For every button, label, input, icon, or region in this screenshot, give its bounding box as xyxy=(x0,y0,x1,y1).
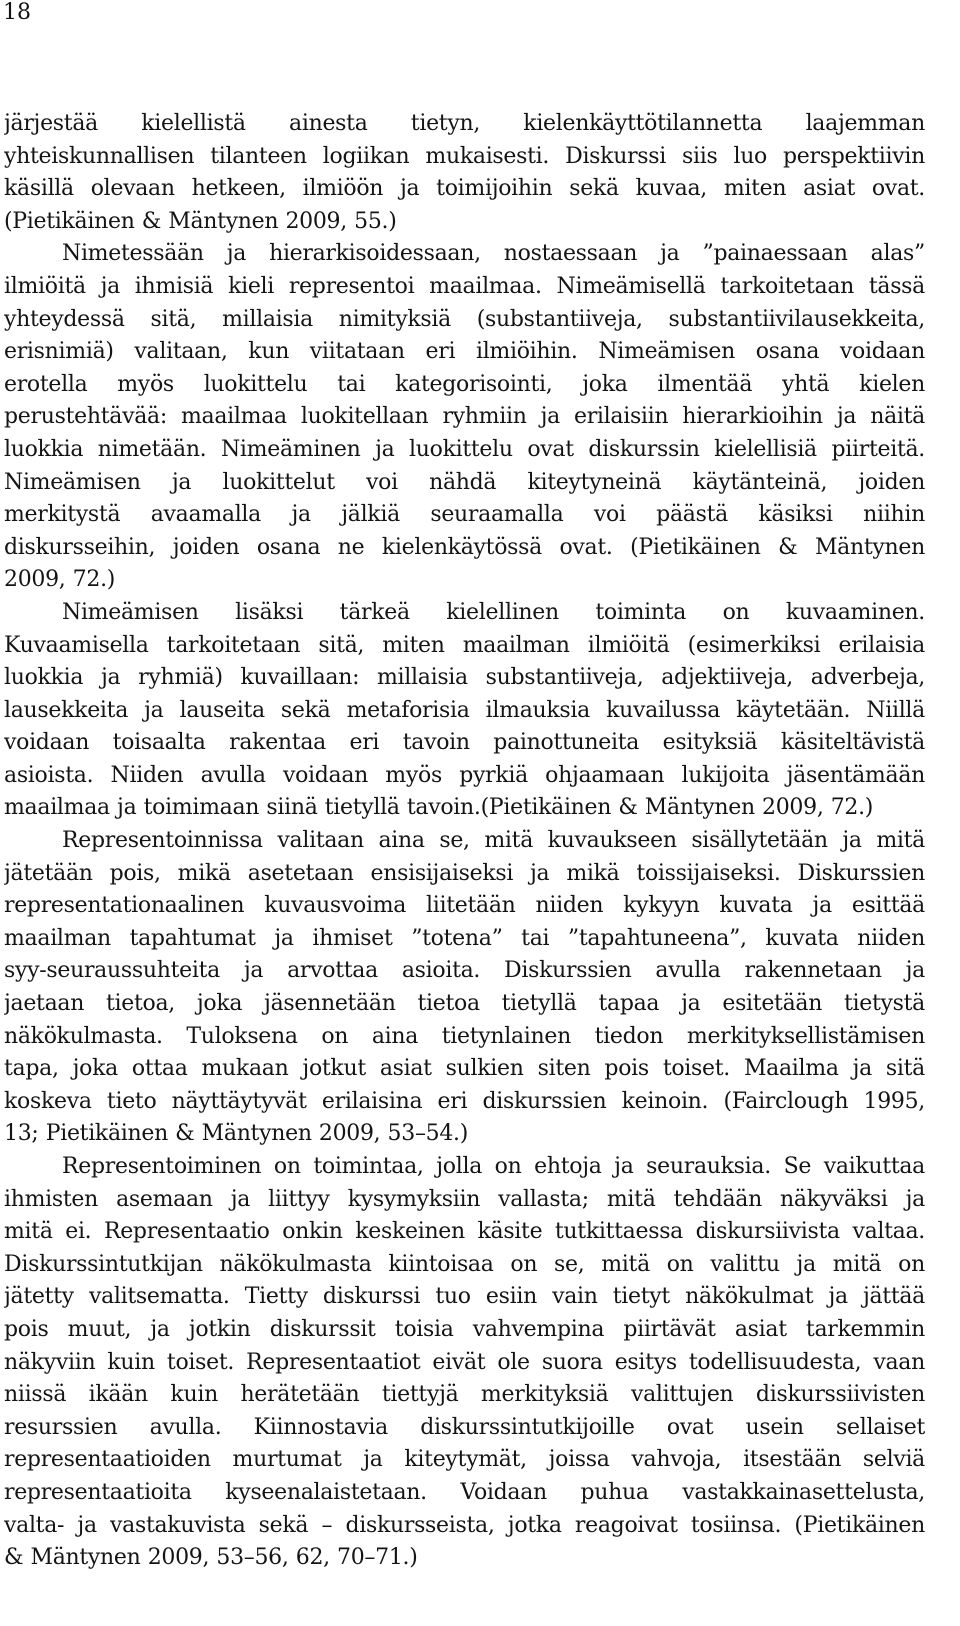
text-line: yhteydessä sitä, millaisia nimityksiä (substantiiveja, substantiivilausekkeita, xyxy=(4,306,925,332)
text-line: valta- ja vastakuvista sekä – diskursseista, jotka reagoivat tosiinsa. (Pietikäinen xyxy=(4,1512,925,1538)
text-line: näkökulmasta. Tuloksena on aina tietynlainen tiedon merkityksellistämisen xyxy=(4,1023,925,1049)
paragraph xyxy=(4,1151,925,1575)
body-text xyxy=(4,108,925,1575)
text-line: niissä ikään kuin herätetään tiettyjä merkityksiä valittujen diskurssiivisten xyxy=(4,1382,925,1408)
text-line: erisnimiä) valitaan, kun viitataan eri ilmiöihin. Nimeämisen osana voidaan xyxy=(4,339,925,365)
text-line: mitä ei. Representaatio onkin keskeinen käsite tutkittaessa diskursiivista valtaa. xyxy=(4,1219,925,1245)
text-line: näkyviin kuin toiset. Representaatiot eivät ole suora esitys todellisuudesta, vaan xyxy=(4,1349,925,1375)
paragraph xyxy=(4,238,925,597)
text-line: pois muut, ja jotkin diskurssit toisia vahvempina piirtävät asiat tarkemmin xyxy=(4,1316,925,1342)
text-line: representationaalinen kuvausvoima liitetään niiden kykyyn kuvata ja esittää xyxy=(4,893,925,919)
text-line: 2009, 72.) xyxy=(4,567,116,593)
text-line: syy-seuraussuhteita ja arvottaa asioita. Diskurssien avulla rakennetaan ja xyxy=(4,958,925,984)
text-line: Kuvaamisella tarkoitetaan sitä, miten maailman ilmiöitä (esimerkiksi erilaisia xyxy=(4,632,925,658)
text-line: jaetaan tietoa, joka jäsennetään tietoa tietyllä tapaa ja esitetään tietystä xyxy=(4,991,925,1017)
text-line: diskursseihin, joiden osana ne kielenkäytössä ovat. (Pietikäinen & Mäntynen xyxy=(4,534,925,560)
text-line: resurssien avulla. Kiinnostavia diskurssintutkijoille ovat usein sellaiset xyxy=(4,1414,925,1440)
text-line: asioista. Niiden avulla voidaan myös pyrkiä ohjaamaan lukijoita jäsentämään xyxy=(4,762,925,788)
text-line: luokkia nimetään. Nimeäminen ja luokittelu ovat diskurssin kielellisiä piirteitä. xyxy=(4,436,925,462)
text-line: yhteiskunnallisen tilanteen logiikan mukaisesti. Diskurssi siis luo perspektiivin xyxy=(4,143,925,169)
text-line: Nimeämisen lisäksi tärkeä kielellinen toiminta on kuvaaminen. xyxy=(62,599,925,625)
text-line: merkitystä avaamalla ja jälkiä seuraamalla voi päästä käsiksi niihin xyxy=(4,502,925,528)
text-line: representaatioita kyseenalaistetaan. Voidaan puhua vastakkainasettelusta, xyxy=(4,1479,925,1505)
text-line: Diskurssintutkijan näkökulmasta kiintoisaa on se, mitä on valittu ja mitä on xyxy=(4,1251,925,1277)
text-line: Representoiminen on toimintaa, jolla on ehtoja ja seurauksia. Se vaikuttaa xyxy=(62,1154,925,1179)
text-line: jätetään pois, mikä asetetaan ensisijaiseksi ja mikä toissijaiseksi. Diskurssien xyxy=(4,860,925,886)
text-line: maailman tapahtumat ja ihmiset ”totena” tai ”tapahtuneena”, kuvata niiden xyxy=(4,925,925,951)
text-line: ihmisten asemaan ja liittyy kysymyksiin vallasta; mitä tehdään näkyväksi ja xyxy=(4,1186,925,1212)
text-line: & Mäntynen 2009, 53–56, 62, 70–71.) xyxy=(4,1545,418,1571)
text-line: tapa, joka ottaa mukaan jotkut asiat sulkien siten pois toiset. Maailma ja sitä xyxy=(4,1056,925,1082)
text-line: ilmiöitä ja ihmisiä kieli representoi maailmaa. Nimeämisellä tarkoitetaan tässä xyxy=(4,273,925,299)
page-number: 18 xyxy=(3,0,31,25)
text-line: Nimeämisen ja luokittelut voi nähdä kiteytyneinä käytänteinä, joiden xyxy=(4,469,925,495)
text-line: Representoinnissa valitaan aina se, mitä kuvaukseen sisällytetään ja mitä xyxy=(62,828,925,854)
text-line: järjestää kielellistä ainesta tietyn, kielenkäyttötilannetta laajemman xyxy=(4,111,925,136)
paragraph xyxy=(4,597,925,825)
text-line: Nimetessään ja hierarkisoidessaan, nostaessaan ja ”painaessaan alas” xyxy=(62,241,925,267)
text-line: käsillä olevaan hetkeen, ilmiöön ja toimijoihin sekä kuvaa, miten asiat ovat. xyxy=(4,176,925,202)
text-line: erotella myös luokittelu tai kategorisointi, joka ilmentää yhtä kielen xyxy=(4,371,925,397)
paragraph xyxy=(4,825,925,1151)
text-line: koskeva tieto näyttäytyvät erilaisina eri diskurssien keinoin. (Fairclough 1995, xyxy=(4,1088,925,1114)
text-line: 13; Pietikäinen & Mäntynen 2009, 53–54.) xyxy=(4,1121,469,1147)
text-line: voidaan toisaalta rakentaa eri tavoin painottuneita esityksiä käsiteltävistä xyxy=(4,730,925,756)
text-line: perustehtävää: maailmaa luokitellaan ryhmiin ja erilaisiin hierarkioihin ja näitä xyxy=(4,404,925,430)
text-line: lausekkeita ja lauseita sekä metaforisia ilmauksia kuvailussa käytetään. Niillä xyxy=(4,697,925,723)
text-line: luokkia ja ryhmiä) kuvaillaan: millaisia substantiiveja, adjektiiveja, adverbeja, xyxy=(4,665,925,691)
paragraph xyxy=(4,108,925,238)
text-line: representaatioiden murtumat ja kiteytymät, joissa vahvoja, itsestään selviä xyxy=(4,1447,925,1473)
text-line: (Pietikäinen & Mäntynen 2009, 55.) xyxy=(4,208,397,234)
text-line: jätetty valitsematta. Tietty diskurssi tuo esiin vain tietyt näkökulmat ja jättää xyxy=(4,1284,925,1310)
text-line: maailmaa ja toimimaan siinä tietyllä tavoin.(Pietikäinen & Mäntynen 2009, 72.) xyxy=(4,795,874,821)
